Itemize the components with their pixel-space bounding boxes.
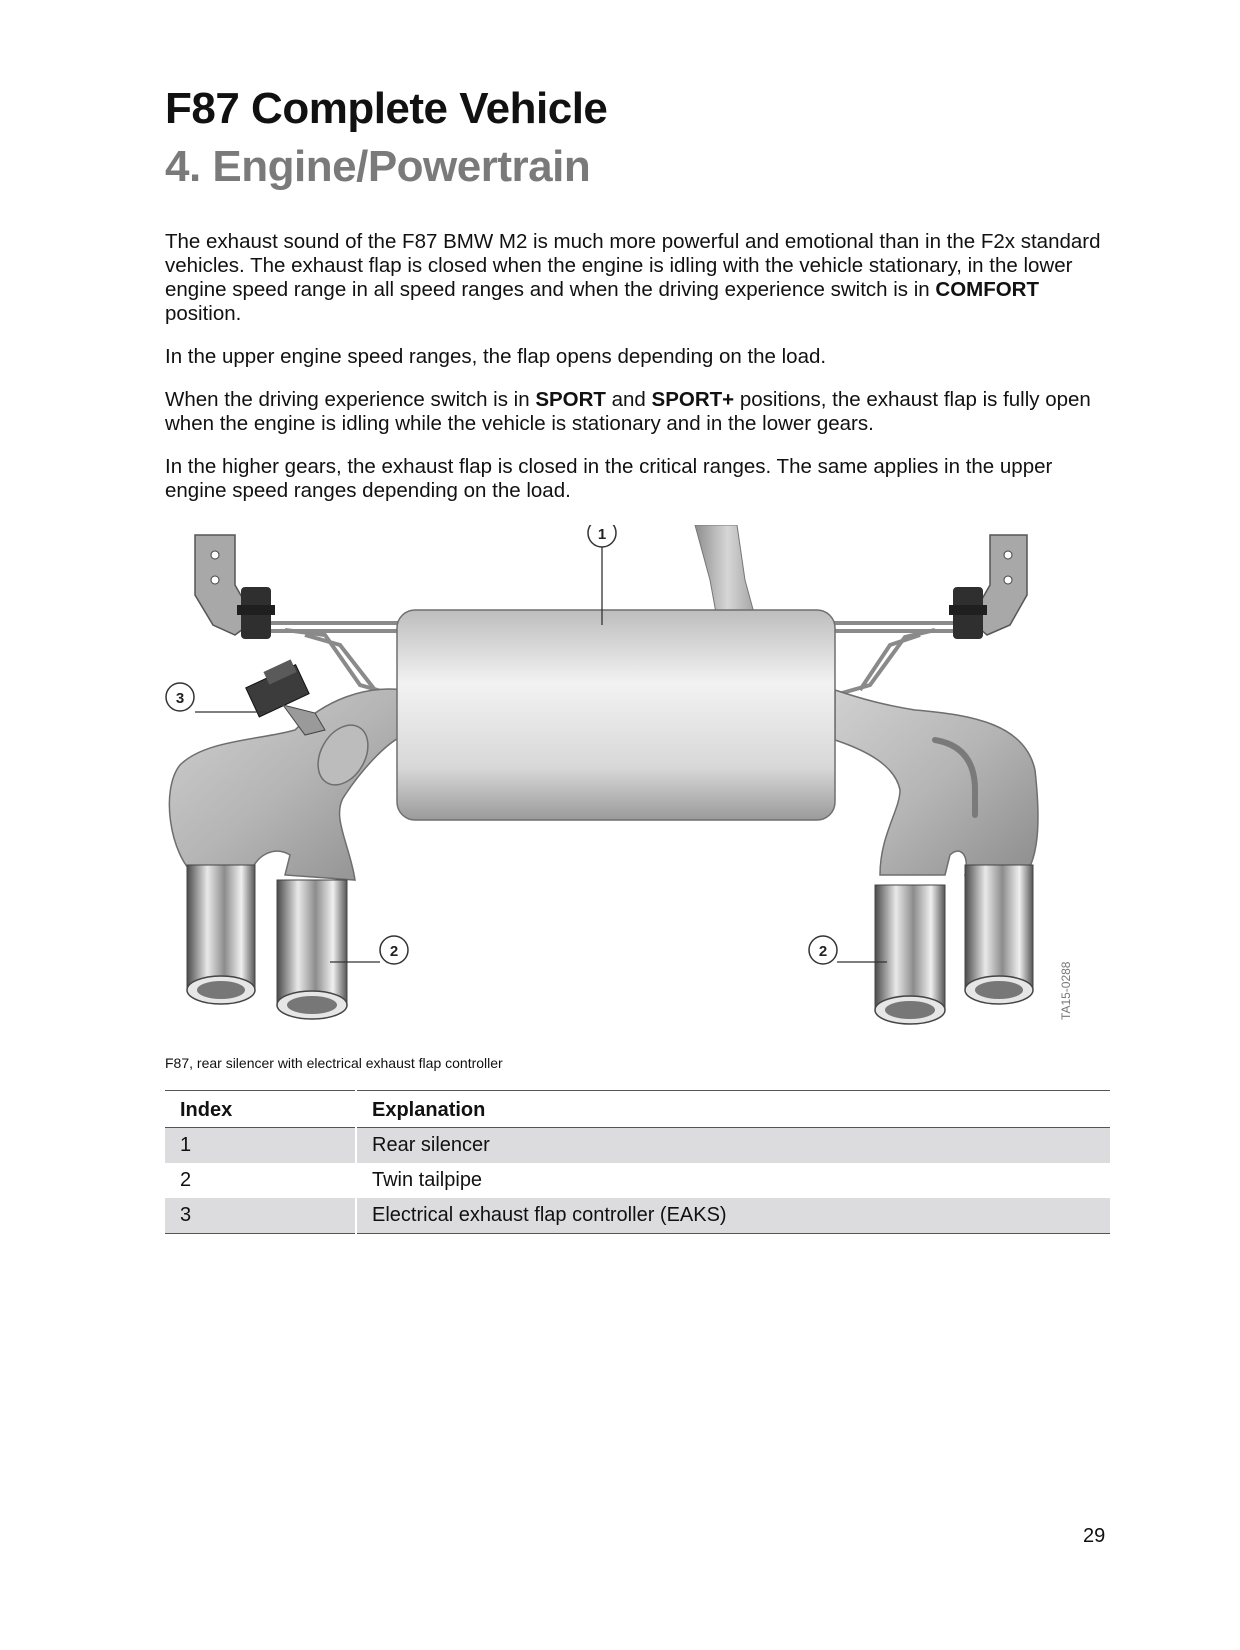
page-title: F87 Complete Vehicle xyxy=(165,84,608,133)
section-subtitle: 4. Engine/Powertrain xyxy=(165,142,591,191)
row-index: 3 xyxy=(165,1198,356,1234)
table-row xyxy=(165,1198,1110,1234)
header-explanation: Explanation xyxy=(356,1091,1110,1128)
callout-1 xyxy=(588,525,616,547)
row-index: 1 xyxy=(165,1128,356,1164)
right-tailpipes xyxy=(875,865,1033,1024)
exhaust-flap-controller xyxy=(246,659,325,735)
right-y-pipe xyxy=(835,690,1038,875)
row-index: 2 xyxy=(165,1163,356,1198)
table-row xyxy=(165,1163,1110,1198)
image-code: TA15-0288 xyxy=(1059,961,1073,1020)
paragraph-1: The exhaust sound of the F87 BMW M2 is much more powerful and emotional than in the F2x standard vehicles. The exhaust flap is closed when the engine is idling with the vehicle stationary, in the lower engine speed range in all speed ranges and when the driving experience switch is in COMFORT position. xyxy=(165,230,1101,325)
svg-text:2: 2 xyxy=(389,943,399,960)
table-header-row xyxy=(165,1091,1110,1128)
left-bracket xyxy=(195,535,275,639)
paragraph-2: In the upper engine speed ranges, the flap opens depending on the load. xyxy=(165,345,827,368)
callout-2-right xyxy=(809,936,837,964)
row-explanation: Electrical exhaust flap controller (EAKS) xyxy=(356,1198,1110,1234)
right-bracket xyxy=(949,535,1027,639)
row-explanation: Rear silencer xyxy=(356,1128,1110,1164)
paragraph-4: In the higher gears, the exhaust flap is closed in the critical ranges. The same applies in the upper engine speed ranges depending on the load. xyxy=(165,455,1053,502)
row-explanation: Twin tailpipe xyxy=(372,1169,483,1191)
table-row xyxy=(165,1128,1110,1164)
page-number: 29 xyxy=(1083,1525,1106,1547)
svg-text:2: 2 xyxy=(818,943,828,960)
callout-2-left xyxy=(380,936,408,964)
index-table xyxy=(165,1090,1110,1234)
callout-3 xyxy=(166,683,194,711)
svg-text:1: 1 xyxy=(597,526,607,543)
rear-silencer xyxy=(397,610,835,820)
paragraph-3: When the driving experience switch is in SPORT and SPORT+ positions, the exhaust flap is fully open when the engine is idling while the vehicle is stationary and in the lower gears. xyxy=(165,388,1091,435)
figure-caption: F87, rear silencer with electrical exhaust flap controller xyxy=(165,1055,503,1071)
left-y-pipe xyxy=(169,689,405,880)
left-tailpipes xyxy=(187,865,347,1019)
header-index: Index xyxy=(165,1091,356,1128)
svg-text:3: 3 xyxy=(175,690,185,707)
exhaust-system-illustration xyxy=(165,525,1095,1055)
